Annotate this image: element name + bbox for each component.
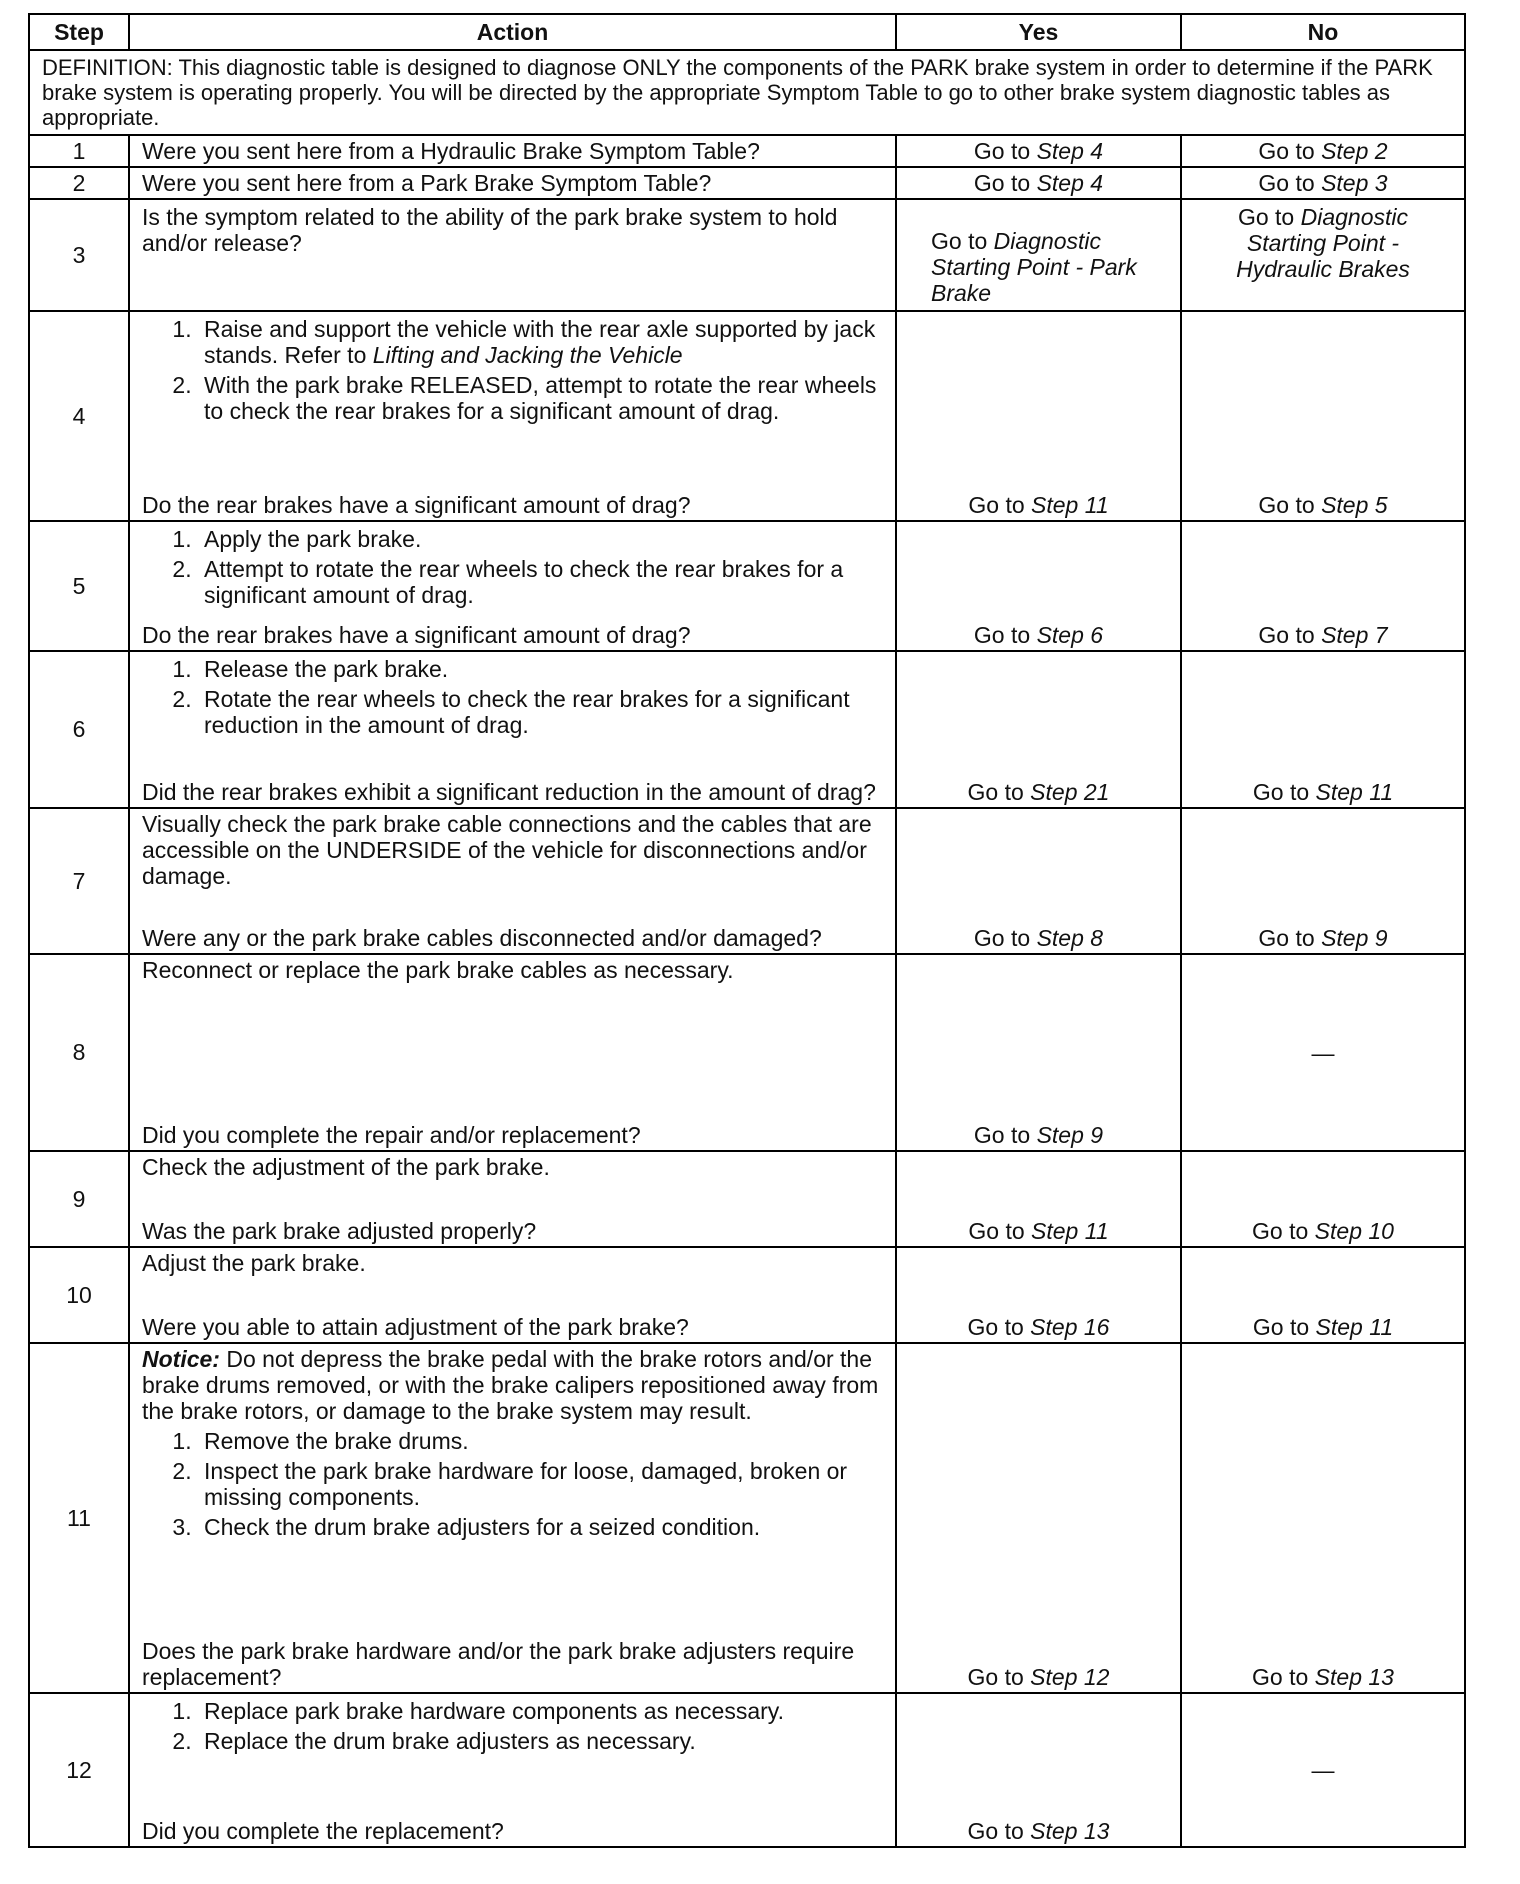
action-cell (129, 1151, 896, 1247)
goto-label: Go to (973, 925, 1031, 951)
action-cell (129, 1693, 896, 1847)
goto-label: Go to (967, 1664, 1024, 1690)
step-number: 1 (29, 135, 129, 167)
action-question: Is the symptom related to the ability of the park brake system to hold and/or release? (142, 204, 838, 256)
yes-target: Step 4 (1036, 170, 1104, 196)
yes-target: Step 11 (1031, 492, 1109, 518)
no-cell (1181, 167, 1465, 199)
instruction-item (198, 316, 885, 368)
table-row (29, 521, 1465, 651)
goto-label: Go to (1258, 622, 1315, 648)
action-cell (129, 521, 896, 651)
step-number: 10 (29, 1247, 129, 1343)
table-row (29, 199, 1465, 311)
no-target: Step 10 (1314, 1218, 1394, 1244)
yes-target: Step 21 (1030, 779, 1110, 805)
yes-target: Step 12 (1030, 1664, 1110, 1690)
instruction-text: Raise and support the vehicle with the rear axle supported by jack stands. Refer to (204, 316, 876, 368)
yes-cell (896, 135, 1181, 167)
no-cell (1181, 135, 1465, 167)
action-cell (129, 1247, 896, 1343)
instruction-item: 2. With the park brake RELEASED, attempt to rotate the rear wheels to check the rear brakes for a significant amount of drag. (198, 372, 885, 424)
instruction-list (142, 316, 885, 424)
action-question: Did you complete the replacement? (142, 1818, 504, 1844)
goto-label: Go to (1258, 492, 1315, 518)
action-cell (129, 1343, 896, 1693)
yes-cell (896, 1247, 1181, 1343)
no-target: Step 11 (1315, 779, 1394, 805)
diagnostic-table (28, 13, 1466, 1848)
table-row (29, 1343, 1465, 1693)
yes-target: Step 8 (1036, 925, 1104, 951)
table-row (29, 311, 1465, 521)
header-yes: Yes (896, 14, 1181, 50)
action-question: Do the rear brakes have a significant amount of drag? (142, 492, 691, 518)
no-target: Diagnostic Starting Point - Hydraulic Brakes (1236, 204, 1410, 282)
table-row (29, 808, 1465, 954)
goto-label: Go to (967, 779, 1024, 805)
goto-label: Go to (967, 1818, 1024, 1844)
instruction-item: 3. Check the drum brake adjusters for a seized condition. (198, 1514, 885, 1540)
yes-target: Step 6 (1036, 622, 1104, 648)
instruction-item: 1. Release the park brake. (198, 656, 885, 682)
instruction-list (142, 656, 885, 738)
goto-label: Go to (973, 622, 1031, 648)
goto-label: Go to (1252, 1314, 1310, 1340)
no-cell (1181, 311, 1465, 521)
header-action: Action (129, 14, 896, 50)
step-number: 6 (29, 651, 129, 808)
yes-cell (896, 199, 1181, 311)
yes-cell (896, 167, 1181, 199)
yes-cell (896, 1343, 1181, 1693)
yes-cell (896, 954, 1181, 1151)
yes-target: Step 9 (1036, 1122, 1104, 1148)
yes-cell (896, 311, 1181, 521)
reference-link: Lifting and Jacking the Vehicle (372, 342, 683, 368)
instruction-list (142, 1698, 885, 1754)
table-row (29, 1247, 1465, 1343)
action-question: Was the park brake adjusted properly? (142, 1218, 537, 1244)
goto-label: Go to (967, 1314, 1024, 1340)
goto-label: Go to (1258, 925, 1315, 951)
no-cell (1181, 1151, 1465, 1247)
no-cell (1181, 954, 1465, 1151)
goto-label: Go to (973, 138, 1031, 164)
action-cell (129, 808, 896, 954)
action-question: Were you sent here from a Hydraulic Brake Symptom Table? (129, 135, 896, 167)
action-cell (129, 651, 896, 808)
action-question: Were you sent here from a Park Brake Symptom Table? (129, 167, 896, 199)
action-cell (129, 311, 896, 521)
step-number: 4 (29, 311, 129, 521)
goto-label: Go to (968, 1218, 1025, 1244)
no-cell (1181, 1247, 1465, 1343)
yes-cell (896, 1693, 1181, 1847)
header-step: Step (29, 14, 129, 50)
step-number: 11 (29, 1343, 129, 1693)
header-row (29, 14, 1465, 50)
step-number: 2 (29, 167, 129, 199)
no-dash: — (1311, 1757, 1335, 1783)
goto-label: Go to (968, 492, 1025, 518)
action-question: Were any or the park brake cables disconnected and/or damaged? (142, 925, 822, 951)
no-target: Step 5 (1321, 492, 1388, 518)
notice-text: Do not depress the brake pedal with the brake rotors and/or the brake drums removed, or with the brake calipers repositioned away from the brake rotors, or damage to the brake system may result. (142, 1346, 879, 1424)
instruction-item: 2. Attempt to rotate the rear wheels to check the rear brakes for a significant amount of drag. (198, 556, 885, 608)
table-row (29, 954, 1465, 1151)
instruction-list (142, 1428, 885, 1540)
action-question: Did the rear brakes exhibit a significant reduction in the amount of drag? (142, 779, 876, 805)
definition-row (29, 50, 1465, 135)
step-number: 3 (29, 199, 129, 311)
table-row (29, 651, 1465, 808)
step-number: 7 (29, 808, 129, 954)
action-question: Did you complete the repair and/or replacement? (142, 1122, 641, 1148)
yes-cell (896, 651, 1181, 808)
yes-cell (896, 808, 1181, 954)
instruction-item: 1. Remove the brake drums. (198, 1428, 885, 1454)
no-target: Step 3 (1321, 170, 1388, 196)
yes-target: Step 13 (1030, 1818, 1110, 1844)
no-target: Step 7 (1321, 622, 1388, 648)
no-target: Step 11 (1315, 1314, 1394, 1340)
table-row (29, 135, 1465, 167)
action-question: Do the rear brakes have a significant amount of drag? (142, 622, 691, 648)
no-target: Step 2 (1321, 138, 1388, 164)
goto-label: Go to (931, 228, 988, 254)
action-text: Check the adjustment of the park brake. (142, 1154, 550, 1180)
no-dash: — (1311, 1039, 1335, 1066)
no-cell (1181, 1693, 1465, 1847)
header-no: No (1181, 14, 1465, 50)
step-number: 5 (29, 521, 129, 651)
goto-label: Go to (1252, 1664, 1309, 1690)
goto-label: Go to (973, 1122, 1031, 1148)
no-cell (1181, 521, 1465, 651)
goto-label: Go to (1258, 138, 1315, 164)
goto-label: Go to (1237, 204, 1295, 230)
goto-label: Go to (1252, 779, 1310, 805)
step-number: 9 (29, 1151, 129, 1247)
instruction-item: 1. Apply the park brake. (198, 526, 885, 552)
action-text: Visually check the park brake cable connections and the cables that are accessible on the UNDERSIDE of the vehicle for disconnections and/or damage. (142, 811, 872, 889)
yes-cell (896, 1151, 1181, 1247)
yes-target: Step 4 (1036, 138, 1104, 164)
no-cell (1181, 199, 1465, 311)
table-row (29, 1693, 1465, 1847)
notice-label: Notice: (142, 1346, 220, 1372)
no-cell (1181, 1343, 1465, 1693)
action-text: Reconnect or replace the park brake cables as necessary. (142, 957, 734, 983)
instruction-item: 2. Inspect the park brake hardware for loose, damaged, broken or missing components. (198, 1458, 885, 1510)
no-target: Step 9 (1321, 925, 1388, 951)
yes-target: Diagnostic Starting Point - Park Brake (931, 228, 1137, 306)
action-cell (129, 199, 896, 311)
goto-label: Go to (973, 170, 1031, 196)
yes-target: Step 11 (1031, 1218, 1109, 1244)
instruction-list (142, 526, 885, 608)
no-target: Step 13 (1314, 1664, 1394, 1690)
instruction-item: 2. Rotate the rear wheels to check the rear brakes for a significant reduction in the amount of drag. (198, 686, 885, 738)
no-cell (1181, 651, 1465, 808)
notice-block (142, 1344, 885, 1424)
yes-target: Step 16 (1030, 1314, 1110, 1340)
goto-label: Go to (1252, 1218, 1309, 1244)
definition-text: DEFINITION: This diagnostic table is designed to diagnose ONLY the components of the PARK brake system in order to determine if the PARK brake system is operating properly. You will be directed by the appropriate Symptom Table to go to other brake system diagnostic tables as appropriate. (29, 50, 1465, 135)
table-row (29, 167, 1465, 199)
action-question: Does the park brake hardware and/or the park brake adjusters require replacement? (142, 1638, 855, 1690)
step-number: 12 (29, 1693, 129, 1847)
action-text: Adjust the park brake. (142, 1250, 366, 1276)
yes-cell (896, 521, 1181, 651)
no-cell (1181, 808, 1465, 954)
instruction-item: 2. Replace the drum brake adjusters as necessary. (198, 1728, 885, 1754)
goto-label: Go to (1258, 170, 1315, 196)
instruction-item: 1. Replace park brake hardware components as necessary. (198, 1698, 885, 1724)
action-question: Were you able to attain adjustment of the park brake? (142, 1314, 689, 1340)
table-row (29, 1151, 1465, 1247)
step-number: 8 (29, 954, 129, 1151)
action-cell (129, 954, 896, 1151)
